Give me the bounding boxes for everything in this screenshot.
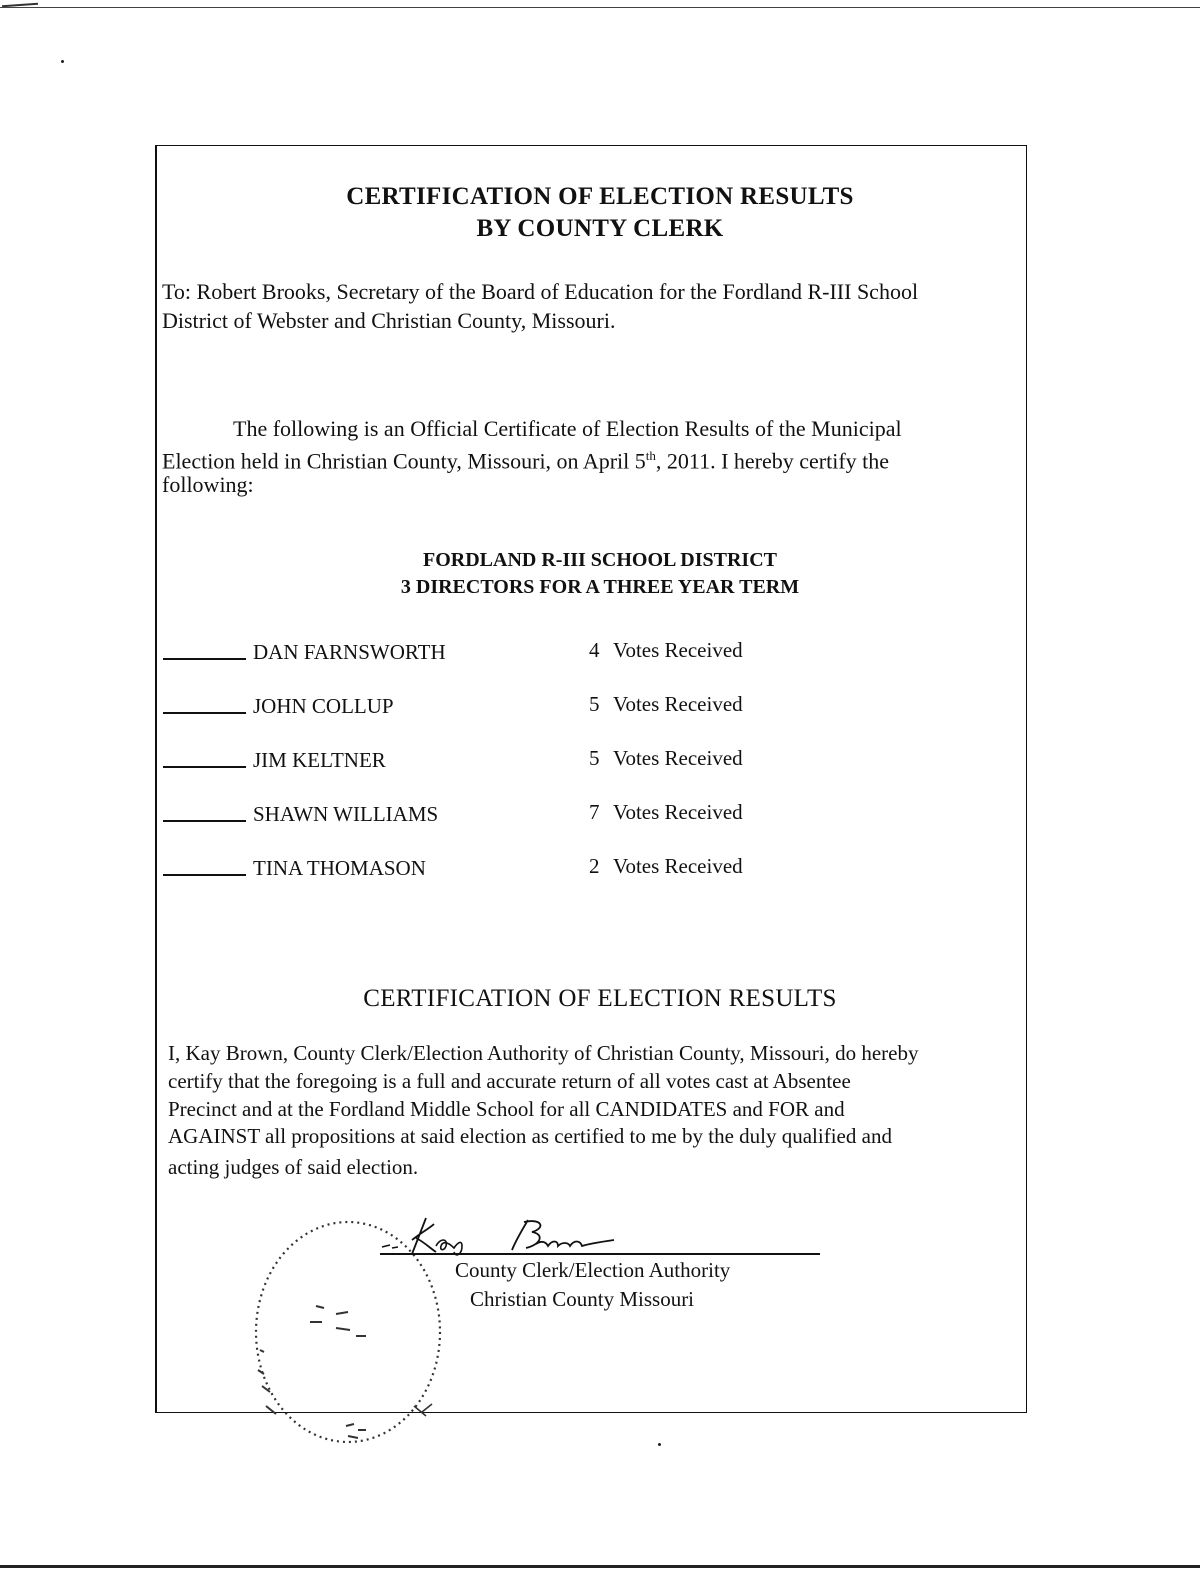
candidate-row (163, 856, 863, 886)
candidate-row (163, 802, 863, 832)
signature-line (380, 1253, 820, 1255)
document-title-line-1: CERTIFICATION OF ELECTION RESULTS (346, 183, 854, 210)
candidate-row (163, 694, 863, 724)
intro-line-3: following: (162, 472, 254, 497)
intro-line-1: The following is an Official Certificate of Election Results of the Municipal (233, 416, 902, 441)
candidate-blank-line (163, 820, 246, 822)
race-subtitle: 3 DIRECTORS FOR A THREE YEAR TERM (400, 576, 800, 598)
scan-speck (61, 60, 64, 63)
scan-edge-top (0, 7, 1200, 8)
candidate-votes (589, 692, 743, 717)
candidate-name: SHAWN WILLIAMS (253, 802, 439, 826)
votes-label: Votes Received (613, 638, 743, 662)
candidate-name: JOHN COLLUP (253, 694, 394, 718)
scan-edge-bottom (0, 1565, 1200, 1568)
intro-line-2-end: , 2011. I hereby certify the (655, 448, 890, 474)
certification-line-2: certify that the foregoing is a full and accurate return of all votes cast at Absentee (168, 1069, 851, 1093)
candidate-blank-line (163, 766, 246, 768)
candidate-blank-line (163, 712, 246, 714)
candidate-row (163, 748, 863, 778)
document-title-line-2: BY COUNTY CLERK (476, 215, 724, 242)
votes-label: Votes Received (613, 854, 743, 878)
candidate-name: JIM KELTNER (253, 748, 386, 772)
candidate-name: TINA THOMASON (253, 856, 426, 880)
certification-heading: CERTIFICATION OF ELECTION RESULTS (363, 985, 837, 1012)
vote-count: 2 (589, 854, 600, 878)
votes-label: Votes Received (613, 800, 743, 824)
intro-line-2 (162, 441, 889, 475)
vote-count: 5 (589, 692, 600, 716)
vote-count: 7 (589, 800, 600, 824)
intro-line-2-start: Election held in Christian County, Missouri, on April 5 (162, 448, 646, 474)
candidate-votes (589, 638, 743, 663)
certification-line-4: AGAINST all propositions at said election as certified to me by the duly qualified and (168, 1124, 892, 1148)
date-ordinal-suffix: th (645, 448, 656, 463)
candidate-name: DAN FARNSWORTH (253, 640, 446, 664)
vote-count: 4 (589, 638, 600, 662)
candidate-votes (589, 746, 743, 771)
candidate-row (163, 640, 863, 670)
certification-line-3: Precinct and at the Fordland Middle School for all CANDIDATES and FOR and (168, 1097, 845, 1121)
addressee-line-2: District of Webster and Christian County, Missouri. (162, 308, 616, 333)
candidate-blank-line (163, 658, 246, 660)
scan-speck (658, 1443, 661, 1446)
signer-title-line-2: Christian County Missouri (470, 1287, 695, 1311)
votes-label: Votes Received (613, 746, 743, 770)
addressee-line-1: To: Robert Brooks, Secretary of the Board of Education for the Fordland R-III School (162, 279, 919, 304)
votes-label: Votes Received (613, 692, 743, 716)
candidate-votes (589, 800, 743, 825)
certification-line-5: acting judges of said election. (168, 1155, 419, 1179)
candidate-blank-line (163, 874, 246, 876)
signer-title-line-1: County Clerk/Election Authority (455, 1258, 731, 1282)
race-title: FORDLAND R-III SCHOOL DISTRICT (423, 549, 777, 571)
vote-count: 5 (589, 746, 600, 770)
candidate-votes (589, 854, 743, 879)
certification-line-1: I, Kay Brown, County Clerk/Election Authority of Christian County, Missouri, do hereby (168, 1041, 919, 1065)
